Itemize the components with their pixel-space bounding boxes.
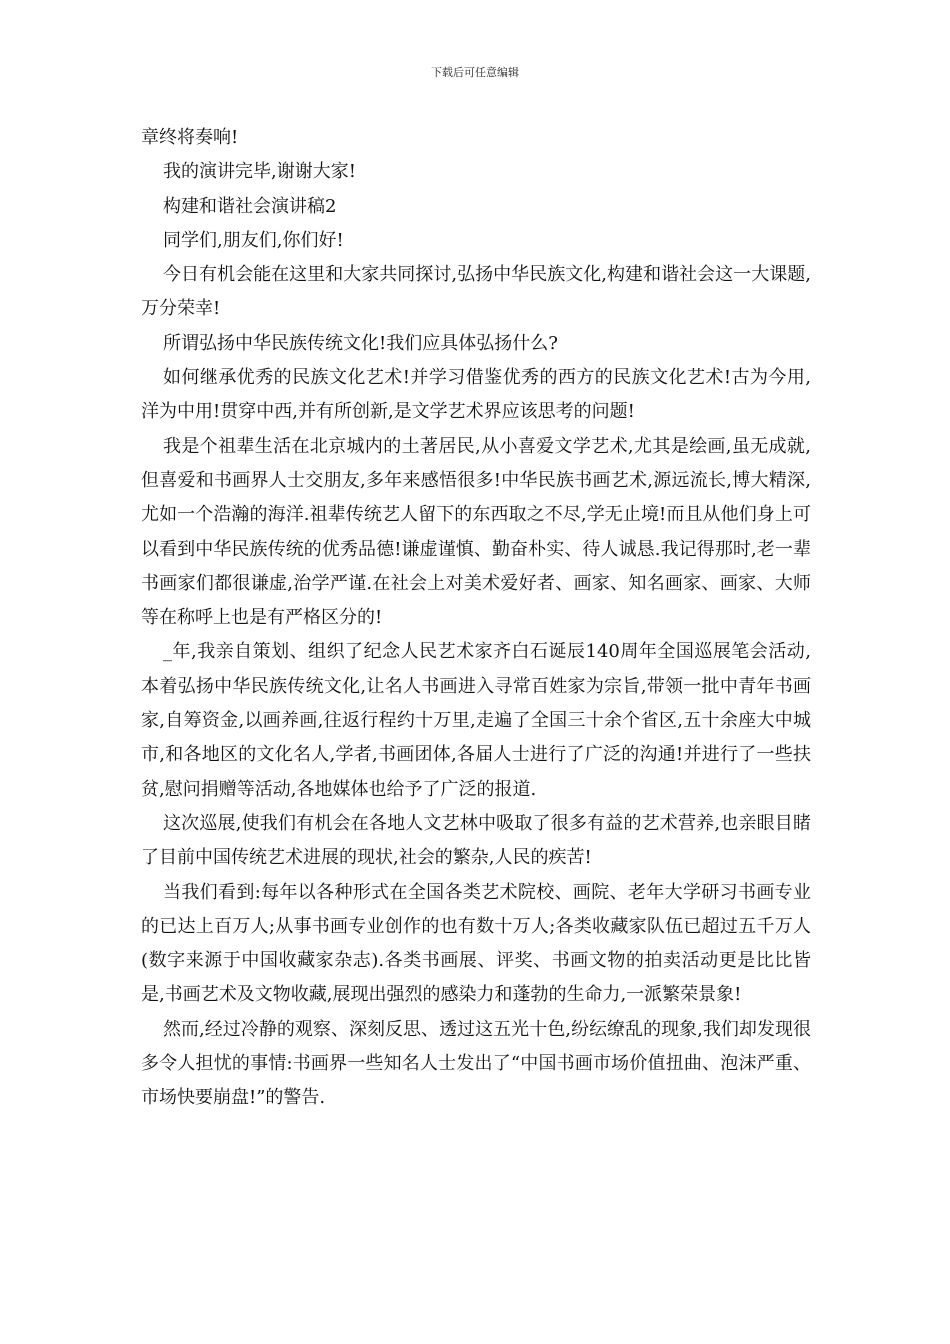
page-header: 下载后可任意编辑 bbox=[431, 66, 519, 79]
section-title: 构建和谐社会演讲稿2 bbox=[163, 195, 337, 217]
document-body bbox=[141, 121, 811, 1116]
paragraph: 今日有机会能在这里和大家共同探讨,弘扬中华民族文化,构建和谐社会这一大课题,万分荣幸! bbox=[141, 264, 811, 320]
paragraph: 我的演讲完毕,谢谢大家! bbox=[163, 161, 356, 183]
paragraph: _年,我亲自策划、组织了纪念人民艺术家齐白石诞辰140周年全国巡展笔会活动,本着弘扬中华民族传统文化,让名人书画进入寻常百姓家为宗旨,带领一批中青年书画家,自筹资金,以画养画,往返行程约十万里,走遍了全国三十余个省区,五十余座大中城市,和各地区的文化名人,学者,书画团体,各届人士进行了广泛的沟通!并进行了一些扶贫,慰问捐赠等活动,各地媒体也给予了广泛的报道. bbox=[141, 641, 811, 800]
paragraph: 当我们看到:每年以各种形式在全国各类艺术院校、画院、老年大学研习书画专业的已达上百万人;从事书画专业创作的也有数十万人;各类收藏家队伍已超过五千万人(数字来源于中国收藏家杂志).各类书画展、评奖、书画文物的拍卖活动更是比比皆是,书画艺术及文物收藏,展现出强烈的感染力和蓬勃的生命力,一派繁荣景象! bbox=[141, 881, 811, 1006]
paragraph: 如何继承优秀的民族文化艺术!并学习借鉴优秀的西方的民族文化艺术!古为今用,洋为中用!贯穿中西,并有所创新,是文学艺术界应该思考的问题! bbox=[141, 367, 811, 423]
paragraph: 然而,经过冷静的观察、深刻反思、透过这五光十色,纷纭缭乱的现象,我们却发现很多令人担忧的事情:书画界一些知名人士发出了“中国书画市场价值扭曲、泡沫严重、市场快要崩盘!”的警告. bbox=[141, 1018, 811, 1109]
paragraph: 所谓弘扬中华民族传统文化!我们应具体弘扬什么? bbox=[163, 332, 558, 354]
paragraph: 我是个祖辈生活在北京城内的土著居民,从小喜爱文学艺术,尤其是绘画,虽无成就,但喜爱和书画界人士交朋友,多年来感悟很多!中华民族书画艺术,源远流长,博大精深,尤如一个浩瀚的海洋.祖辈传统艺人留下的东西取之不尽,学无止境!而且从他们身上可以看到中华民族传统的优秀品德!谦虚谨慎、勤奋朴实、待人诚恳.我记得那时,老一辈书画家们都很谦虚,治学严谨.在社会上对美术爱好者、画家、知名画家、画家、大师等在称呼上也是有严格区分的! bbox=[141, 435, 811, 629]
paragraph: 这次巡展,使我们有机会在各地人文艺林中吸取了很多有益的艺术营养,也亲眼目睹了目前中国传统艺术进展的现状,社会的繁杂,人民的疾苦! bbox=[141, 812, 811, 869]
paragraph: 章终将奏响! bbox=[141, 127, 239, 148]
paragraph: 同学们,朋友们,你们好! bbox=[163, 229, 344, 251]
